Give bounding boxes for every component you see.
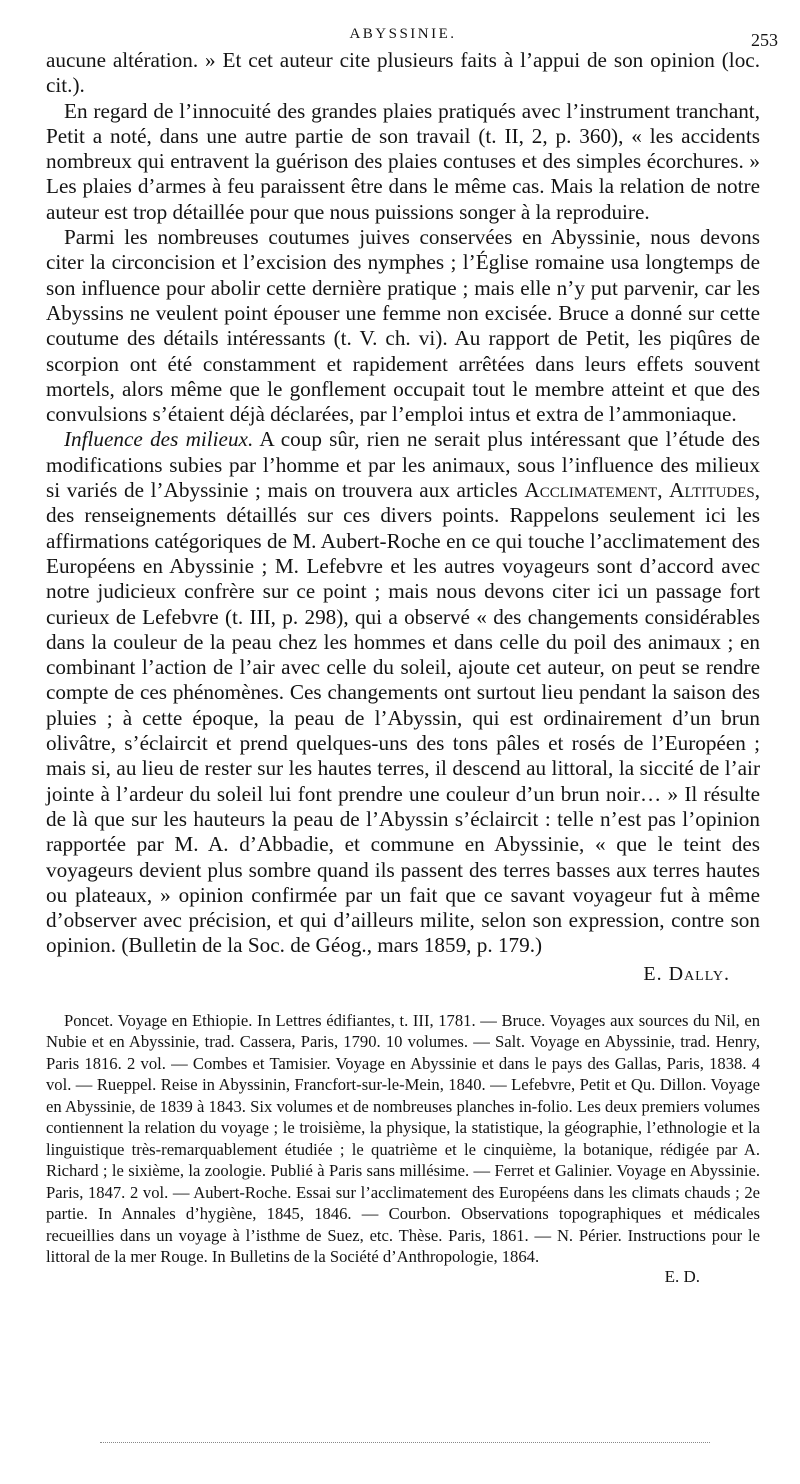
paragraph-text-part2: , des renseignements détaillés sur ces divers points. Rappelons seulement ici les affirmations catégoriques de M. Aubert-Roche en ce qui touche l’acclimatement des Européens en Abyssinie ; M. Lefebvre et les autres voyageurs sont d’accord avec notre judicieux confrère sur ce point ; mais nous devons citer ici un passage fort curieux de Lefebvre (t. III, p. 298), qui a observé « des changements considérables dans la couleur de la peau chez les hommes et dans celle du poil des animaux ; en combinant l’action de l’air avec celle du soleil, ajoute cet auteur, on peut se rendre compte de ces phénomènes. Ces changements ont surtout lieu pendant la saison des pluies ; à cette époque, la peau de l’Abyssin, qui est ordinairement d’un brun olivâtre, s’éclaircit et prend quelques-uns des tons pâles et rosés de l’Européen ; mais si, au lieu de rester sur les hautes terres, il descend au littoral, la siccité de l’air jointe à l’ardeur du soleil lui font prendre une couleur d’un brun noir… » Il résulte de là que sur les hauteurs la peau de l’Abyssin s’éclaircit : telle n’est pas l’opinion rapportée par M. A. d’Abbadie, et commune en Abyssinie, « que le teint des voyageurs devient plus sombre quand ils passent des terres basses aux terres hautes ou plateaux, » opinion confirmée par un fait que ce savant voyageur fut à même d’observer avec précision, et qui d’ailleurs milite, selon son expression, contre son opinion. bbox=[46, 478, 761, 958]
bibliography-text: Poncet. Voyage en Ethiopie. In Lettres édifiantes, t. III, 1781. — Bruce. Voyages aux sources du Nil, en Nubie et en Abyssinie, trad. Cassera, Paris, 1790. 10 volumes. — Salt. Voyage en Abyssinie, trad. Henry, Paris 1816. 2 vol. — Combes et Tamisier. Voyage en Abyssinie et dans le pays des Gallas, Paris, 1838. 4 vol. — Rueppel. Reise in Abyssinin, Francfort-sur-le-Mein, 1840. — Lefebvre, Petit et Qu. Dillon. Voyage en Abyssinie, de 1839 à 1843. Six volumes et de nombreuses planches in-folio. Les deux premiers volumes contiennent la relation du voyage ; le troisième, la physique, la statistique, la géographie, l’ethnologie et la linguistique très-remarquablement étudiée ; le quatrième et le cinquième, la botanique, rédigée par A. Richard ; le sixième, la zoologie. Publié à Paris sans millésime. — Ferret et Galinier. Voyage en Abyssinie. Paris, 1847. 2 vol. — Aubert-Roche. Essai sur l’acclimatement des Européens dans les climats chauds ; 2e partie. In Annales d’hygiène, 1845, 1846. — Courbon. Observations topographiques et médicales recueillies dans un voyage à l’isthme de Suez, etc. Thèse. Paris, 1861. — N. Périer. Instructions pour le littoral de la mer Rouge. In Bulletins de la Société d’Anthropologie, 1864. bbox=[46, 1010, 760, 1267]
citation-bulletin: (Bulletin de la Soc. de Géog., mars 1859, p. 179.) bbox=[121, 933, 543, 958]
paragraph-continuation: aucune altération. » Et cet auteur cite plusieurs faits à l’appui de son opinion (loc. cit.). bbox=[46, 48, 760, 98]
cross-ref-altitudes: Altitudes bbox=[669, 478, 755, 503]
body-text bbox=[46, 48, 760, 959]
bibliography-signature: E. D. bbox=[664, 1266, 700, 1286]
paragraph-plaies: En regard de l’innocuité des grandes plaies pratiqués avec l’instrument tranchant, Petit a noté, dans une autre partie de son travail (t. II, 2, p. 360), « les accidents nombreux qui entravent la guérison des plaies contuses et des simples écorchures. » Les plaies d’armes à feu paraissent être dans le même cas. Mais la relation de notre auteur est trop détaillée pour que nous puissions songer à la reproduire. bbox=[46, 98, 760, 224]
footer-dotted-rule bbox=[100, 1442, 710, 1443]
paragraph-text-part1: A coup sûr, rien ne serait plus intéressant que l’étude des modifications subies par l’homme et par les animaux, sous l’influence des milieux si variés de l’Abyssinie ; mais on trouvera aux articles bbox=[46, 427, 760, 503]
section-heading-influence: Influence des milieux. bbox=[64, 427, 254, 452]
bibliography bbox=[46, 1010, 760, 1268]
running-head: ABYSSINIE. bbox=[349, 26, 457, 42]
page-header bbox=[46, 0, 778, 50]
author-signature: E. Dally. bbox=[643, 962, 730, 985]
paragraph-influence-milieux: Influence des milieux. A coup sûr, rien ne serait plus intéressant que l’étude des modifications subies par l’homme et par les animaux, sous l’influence des milieux si variés de l’Abyssinie ; mais on trouvera aux articles Acclimatement, Altitudes, des renseignements détaillés sur ces divers points. Rappelons seulement ici les affirmations catégoriques de M. Aubert-Roche en ce qui touche l’acclimatement des Européens en Abyssinie ; M. Lefebvre et les autres voyageurs sont d’accord avec notre judicieux confrère sur ce point ; mais nous devons citer ici un passage fort curieux de Lefebvre (t. III, p. 298), qui a observé « des changements considérables dans la couleur de la peau chez les hommes et dans celle du poil des animaux ; en combinant l’action de l’air avec celle du soleil, ajoute cet auteur, on peut se rendre compte de ces phénomènes. Ces changements ont surtout lieu pendant la saison des pluies ; à cette époque, la peau de l’Abyssin, qui est ordinairement d’un brun olivâtre, s’éclaircit et prend quelques-uns des tons pâles et rosés de l’Européen ; mais si, au lieu de rester sur les hautes terres, il descend au littoral, la siccité de l’air jointe à l’ardeur du soleil lui font prendre une couleur d’un brun noir… » Il résulte de là que sur les hauteurs la peau de l’Abyssin s’éclaircit : telle n’est pas l’opinion rapportée par M. A. d’Abbadie, et commune en Abyssinie, « que le teint des voyageurs devient plus sombre quand ils passent des terres basses aux terres hautes ou plateaux, » opinion confirmée par un fait que ce savant voyageur fut à même d’observer avec précision, et qui d’ailleurs milite, selon son expression, contre son opinion. (Bulletin de la Soc. de Géog., mars 1859, p. 179.) bbox=[46, 427, 761, 958]
cross-ref-acclimatement: Acclimatement bbox=[524, 478, 658, 503]
page-number: 253 bbox=[751, 30, 778, 50]
paragraph-coutumes: Parmi les nombreuses coutumes juives conservées en Abyssinie, nous devons citer la circoncision et l’excision des nymphes ; l’Église romaine usa longtemps de son influence pour abolir cette dernière pratique ; mais elle n’y put parvenir, car les Abyssins ne veulent point épouser une femme non excisée. Bruce a donné sur cette coutume des détails intéressants (t. V. ch. vi). Au rapport de Petit, les piqûres de scorpion ont été constamment et rapidement arrêtées dans leurs effets souvent mortels, alors même que le gonflement occupait tout le membre atteint et que des convulsions s’étaient déjà déclarées, par l’emploi intus et extra de l’ammoniaque. bbox=[46, 225, 760, 427]
